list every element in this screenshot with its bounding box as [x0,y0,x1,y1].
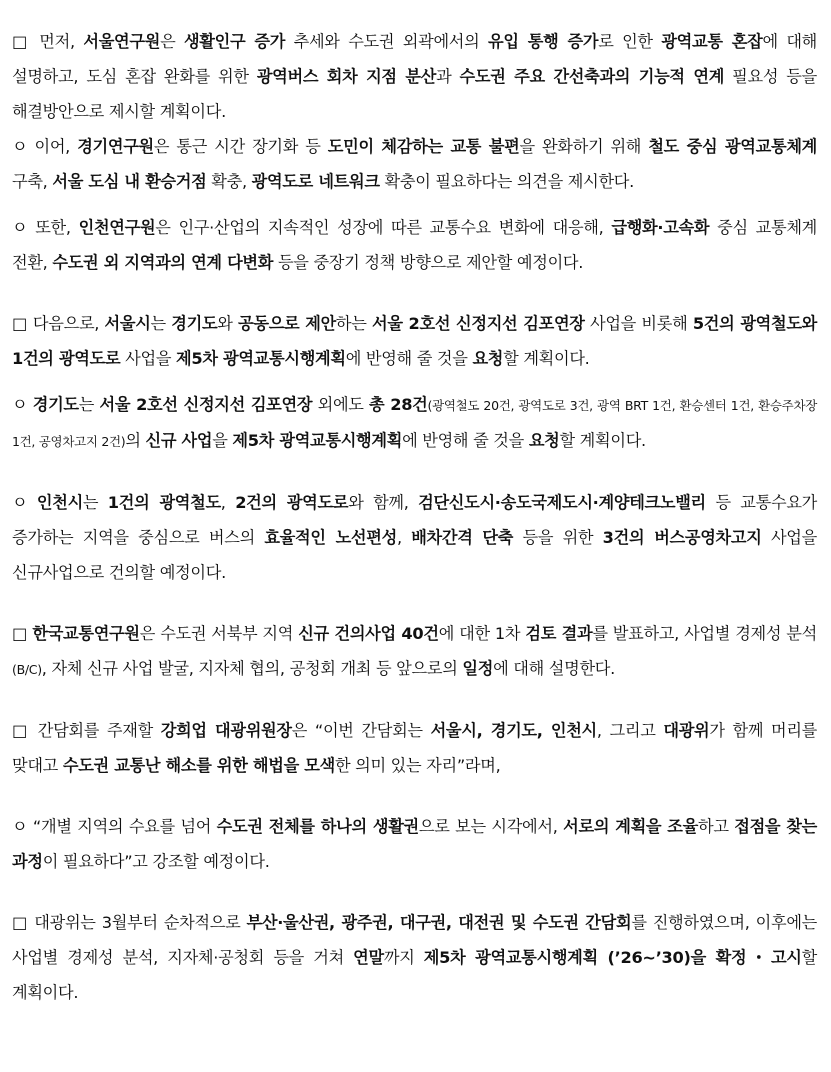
emphasis-text: 제5차 광역교통시행계획 [232,431,403,450]
body-text: 하는 [335,314,372,333]
square-bullet-icon: □ [12,624,28,643]
body-text: 와 함께, [348,493,419,512]
body-text: 간담회를 주재할 [29,721,161,740]
emphasis-text: 서울 2호선 신정지선 김포연장 [99,395,313,414]
emphasis-text: 서울 도심 내 환승거점 [52,172,207,191]
para-gyeonggi-institute [12,129,817,199]
body-text: 사업을 비롯해 [584,314,693,333]
emphasis-text: 급행화·고속화 [611,218,710,237]
body-text: 는 [78,395,100,414]
body-text: 은 인구·산업의 지속적인 성장에 따른 교통수요 변화에 대응해, [155,218,612,237]
body-text: 은 “이번 간담회는 [291,721,431,740]
para-seoul-city [12,306,817,376]
body-text: , [396,528,412,547]
body-text: 는 [82,493,108,512]
body-text: 확충, [206,172,252,191]
emphasis-text: 요청 [472,349,504,368]
emphasis-text: 광역교통 혼잡 [661,32,763,51]
emphasis-text: 수도권 교통난 해소를 위한 해법을 모색 [62,756,335,775]
emphasis-text: 수도권 외 지역과의 연계 다변화 [52,253,274,272]
emphasis-text: 광역버스 회차 지점 분산 [256,67,437,86]
emphasis-text: 도민이 체감하는 교통 불편 [327,137,520,156]
body-text: 에 대한 1차 [438,624,526,643]
body-text: 등을 위한 [513,528,603,547]
body-text: 까지 [383,948,424,967]
body-text: 추세와 수도권 외곽에서의 [285,32,489,51]
emphasis-text: 검토 결과 [525,624,593,643]
circle-bullet-icon: ㅇ [12,493,28,512]
body-text: 으로 보는 시각에서, [418,817,564,836]
emphasis-text: 접점을 찾는 과정 [12,817,817,871]
body-text: 등을 중장기 정책 방향으로 제안할 예정이다. [273,253,584,272]
body-text: 외에도 [312,395,370,414]
emphasis-text: 서울 2호선 신정지선 김포연장 [371,314,585,333]
body-text: 에 대해 설명하고, 도심 혼잡 완화를 위한 [12,32,818,86]
body-text: 다음으로, [27,314,105,333]
emphasis-text: 부산·울산권, 광주권, 대구권, 대전권 및 수도권 간담회 [246,913,632,932]
body-text: 할 계획이다. [12,948,817,1002]
body-text: , [220,493,236,512]
emphasis-text: 총 28건 [369,395,428,414]
body-text: 이 필요하다”고 강조할 예정이다. [42,852,270,871]
body-text: 사업을 [120,349,177,368]
emphasis-text: 제5차 광역교통시행계획 (’26~’30)을 확정・고시 [423,948,802,967]
square-bullet-icon: □ [12,721,30,740]
body-text: (B/C) [12,662,42,677]
body-text: 등 교통수요가 증가하는 지역을 중심으로 버스의 [12,493,817,547]
body-text: 확충이 필요하다는 의견을 제시한다. [379,172,634,191]
emphasis-text: 수도권 전체를 하나의 생활권 [216,817,419,836]
body-text: 로 인한 [598,32,662,51]
body-text: 구축, [12,172,53,191]
emphasis-text: 연말 [353,948,384,967]
para-chairman-quote [12,809,817,879]
body-text: 한 의미 있는 자리”라며, [334,756,501,775]
para-incheon-institute [12,210,817,280]
para-koti [12,616,817,687]
square-bullet-icon: □ [12,913,29,932]
body-text: “개별 지역의 수요를 넘어 [27,817,217,836]
emphasis-text: 신규 건의사업 40건 [298,624,439,643]
emphasis-text: 경기연구원 [77,137,154,156]
circle-bullet-icon: ㅇ [12,137,28,156]
emphasis-text: 제5차 광역교통시행계획 [176,349,346,368]
body-text: 은 수도권 서북부 지역 [139,624,299,643]
emphasis-text: 서울시, 경기도, 인천시 [430,721,597,740]
emphasis-text: 일정 [462,659,494,678]
para-seoul-institute [12,24,817,129]
emphasis-text: 대광위 [663,721,710,740]
body-text: (광역철도 20건, 광역도로 3건, 광역 BRT 1건, 환승센터 1건, 환승주차장 1건, 공영차고지 2건) [12,398,818,449]
emphasis-text: 서로의 계획을 조율 [563,817,698,836]
body-text: 를 진행하였으며, 이후에는 사업별 경제성 분석, 지자체·공청회 등을 거쳐 [12,913,817,967]
para-closing [12,905,817,1010]
emphasis-text: 강희업 대광위원장 [160,721,292,740]
body-text: 에 반영해 줄 것을 [402,431,529,450]
emphasis-text: 3건의 버스공영차고지 [602,528,762,547]
emphasis-text: 요청 [528,431,560,450]
emphasis-text: 한국교통연구원 [32,624,140,643]
para-gyeonggi-province [12,387,817,459]
body-text: 에 반영해 줄 것을 [345,349,473,368]
emphasis-text: 경기도 [32,395,79,414]
body-text: 이어, [27,137,78,156]
body-text: 에 대해 설명한다. [493,659,615,678]
emphasis-text: 검단신도시·송도국제도시·계양테크노밸리 [418,493,706,512]
emphasis-text: 5건의 광역철도와 1건의 광역도로 [12,314,818,368]
body-text: , 자체 신규 사업 발굴, 지자체 협의, 공청회 개최 등 앞으로의 [41,659,463,678]
emphasis-text: 광역도로 네트워크 [251,172,380,191]
body-text: 의 [125,431,146,450]
body-text: 를 발표하고, 사업별 경제성 분석 [592,624,817,643]
body-text: 과 [436,67,460,86]
circle-bullet-icon: ㅇ [12,218,28,237]
para-chairman-intro [12,713,817,783]
body-text [27,493,37,512]
circle-bullet-icon: ㅇ [12,395,28,414]
emphasis-text: 1건의 광역철도 [107,493,221,512]
body-text: 대광위는 3월부터 순차적으로 [28,913,247,932]
body-text: 할 계획이다. [503,349,590,368]
circle-bullet-icon: ㅇ [12,817,28,836]
body-text: 은 통근 시간 장기화 등 [153,137,328,156]
body-text: 와 [217,314,239,333]
emphasis-text: 인천연구원 [78,218,156,237]
para-incheon-city [12,485,817,590]
emphasis-text: 인천시 [36,493,83,512]
body-text: 하고 [697,817,735,836]
square-bullet-icon: □ [12,314,28,333]
square-bullet-icon: □ [12,32,31,51]
body-text: 또한, [27,218,79,237]
body-text: 은 [160,32,184,51]
body-text: , 그리고 [596,721,664,740]
body-text: 먼저, [30,32,84,51]
emphasis-text: 신규 사업 [145,431,213,450]
emphasis-text: 2건의 광역도로 [235,493,349,512]
emphasis-text: 생활인구 증가 [183,32,286,51]
body-text: 할 계획이다. [559,431,646,450]
emphasis-text: 유입 통행 증가 [488,32,599,51]
body-text: 가 함께 머리를 맞대고 [12,721,817,775]
emphasis-text: 철도 중심 광역교통체계 [648,137,817,156]
body-text: 는 [150,314,172,333]
emphasis-text: 경기도 [171,314,218,333]
body-text: 을 완화하기 위해 [519,137,649,156]
body-text: 사업을 신규사업으로 건의할 예정이다. [12,528,817,582]
emphasis-text: 효율적인 노선편성 [264,528,397,547]
emphasis-text: 배차간격 단축 [411,528,514,547]
emphasis-text: 공동으로 제안 [238,314,336,333]
emphasis-text: 수도권 주요 간선축과의 기능적 연계 [459,67,725,86]
body-text: 을 [212,431,233,450]
emphasis-text: 서울시 [104,314,151,333]
emphasis-text: 서울연구원 [83,32,161,51]
body-text: 중심 교통체계 전환, [12,218,817,272]
body-text: 필요성 등을 해결방안으로 제시할 계획이다. [12,67,817,121]
